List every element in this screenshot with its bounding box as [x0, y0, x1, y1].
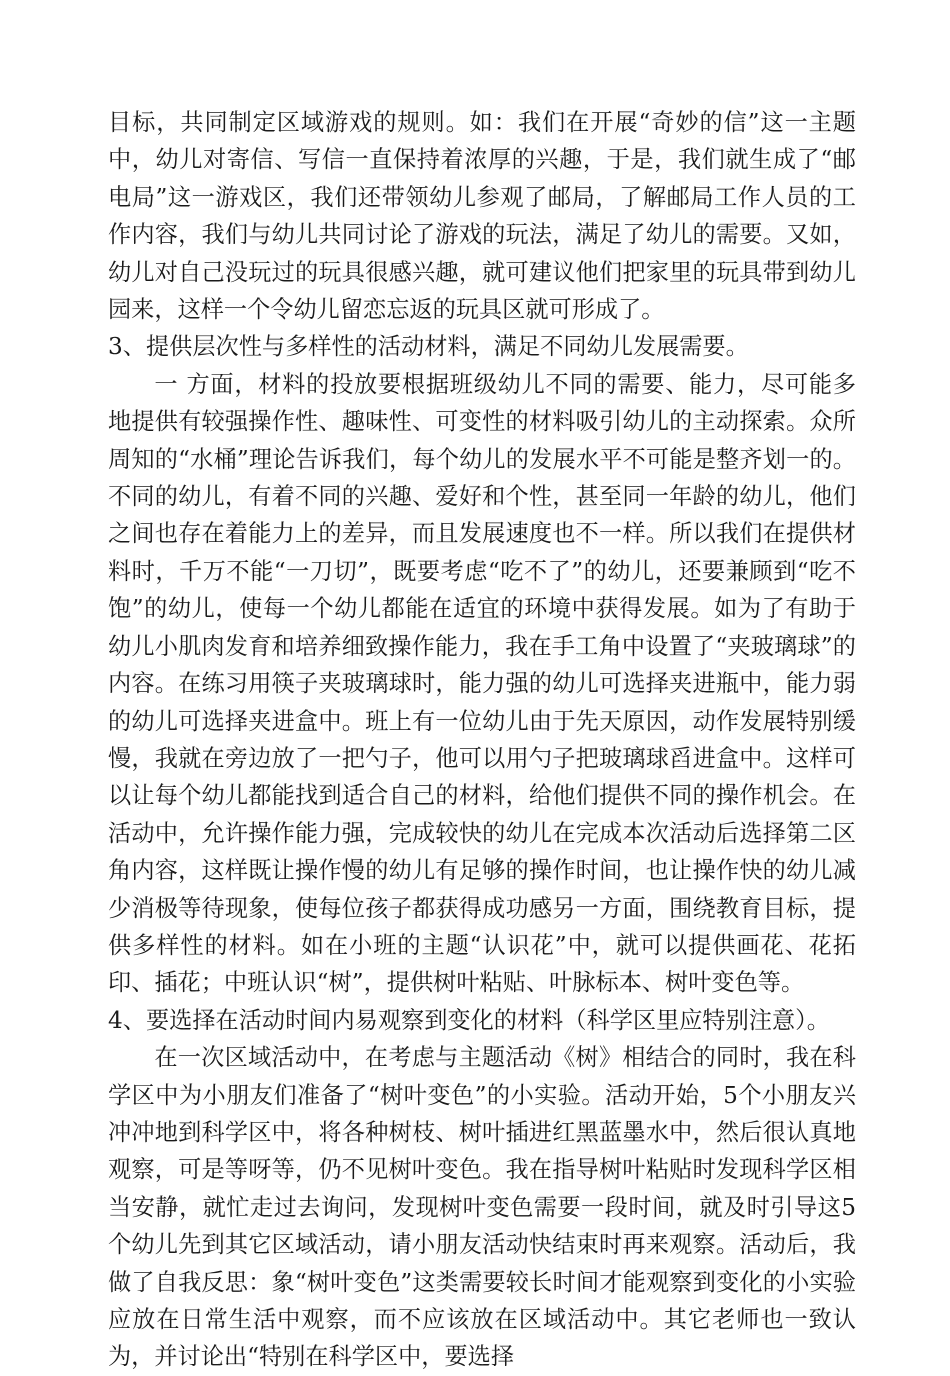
paragraph-layered-materials: 一 方面，材料的投放要根据班级幼儿不同的需要、能力，尽可能多地提供有较强操作性、趣味性、可变性的材料吸引幼儿的主动探索。众所周知的“水桶”理论告诉我们，每个幼儿的发展水平不可能是整齐划一的。不同的幼儿，有着不同的兴趣、爱好和个性，甚至同一年龄的幼儿，他们之间也存在着能力上的差异，而且发展速度也不一样。所以我们在提供材料时，千万不能“一刀切”，既要考虑“吃不了”的幼儿，还要兼顾到“吃不饱”的幼儿，使每一个幼儿都能在适宜的环境中获得发展。如为了有助于幼儿小肌肉发育和培养细致操作能力，我在手工角中设置了“夹玻璃球”的内容。在练习用筷子夹玻璃球时，能力强的幼儿可选择夹进瓶中，能力弱的幼儿可选择夹进盒中。班上有一位幼儿由于先天原因，动作发展特别缓慢，我就在旁边放了一把勺子，他可以用勺子把玻璃球舀进盒中。这样可以让每个幼儿都能找到适合自己的材料，给他们提供不同的操作机会。在活动中，允许操作能力强，完成较快的幼儿在完成本次活动后选择第二区角内容，这样既让操作慢的幼儿有足够的操作时间，也让操作快的幼儿减少消极等待现象，使每位孩子都获得成功感另一方面，围绕教育目标，提供多样性的材料。如在小班的主题“认识花”中，就可以提供画花、花拓印、插花；中班认识“树”，提供树叶粘贴、叶脉标本、树叶变色等。: [108, 370, 856, 997]
paragraph-rules-intro: 目标，共同制定区域游戏的规则。如：我们在开展“奇妙的信”这一主题中，幼儿对寄信、写信一直保持着浓厚的兴趣，于是，我们就生成了“邮电局”这一游戏区，我们还带领幼儿参观了邮局，了解邮局工作人员的工作内容，我们与幼儿共同讨论了游戏的玩法，满足了幼儿的需要。又如，幼儿对自己没玩过的玩具很感兴趣，就可建议他们把家里的玩具带到幼儿园来，这样一个令幼儿留恋忘返的玩具区就可形成了。: [108, 109, 856, 324]
heading-section-4: 4、要选择在活动时间内易观察到变化的材料（科学区里应特别注意）。: [108, 1006, 830, 1034]
paragraph-leaf-experiment: 在一次区域活动中，在考虑与主题活动《树》相结合的同时，我在科学区中为小朋友们准备了“树叶变色”的小实验。活动开始，5个小朋友兴冲冲地到科学区中，将各种树枝、树叶插进红黑蓝墨水中，然后很认真地观察，可是等呀等，仍不见树叶变色。我在指导树叶粘贴时发现科学区相当安静，就忙走过去询问，发现树叶变色需要一段时间，就及时引导这5个幼儿先到其它区域活动，请小朋友活动快结束时再来观察。活动后，我做了自我反思：象“树叶变色”这类需要较长时间才能观察到变化的小实验应放在日常生活中观察，而不应该放在区域活动中。其它老师也一致认为，并讨论出“特别在科学区中，要选择: [108, 1044, 856, 1371]
heading-section-3: 3、提供层次性与多样性的活动材料，满足不同幼儿发展需要。: [108, 333, 749, 361]
document-body: [108, 104, 856, 1376]
